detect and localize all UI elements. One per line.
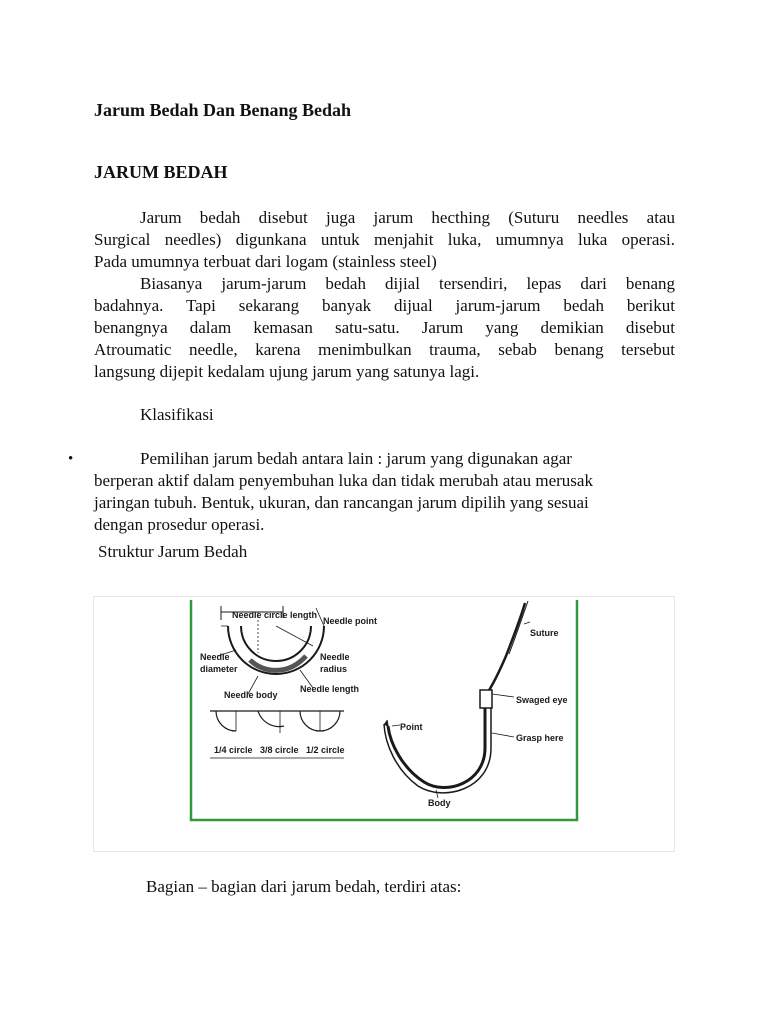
label-half-circle: 1/2 circle (306, 745, 345, 755)
label-needle-point: Needle point (323, 616, 378, 626)
document-title: Jarum Bedah Dan Benang Bedah (94, 100, 352, 120)
paragraph-2-line: badahnya. Tapi sekarang banyak dijual jarum-jarum bedah berikut (94, 296, 675, 315)
bullet-line: dengan prosedur operasi. (94, 515, 265, 534)
paragraph-2-line: Biasanya jarum-jarum bedah dijial tersendiri, lepas dari benang (140, 274, 675, 293)
paragraph-2-line: langsung dijepit kedalam ujung jarum yang satunya lagi. (94, 362, 480, 381)
label-needle-circle-length: Needle circle length (232, 610, 318, 620)
paragraph-1-line: Pada umumnya terbuat dari logam (stainless steel) (94, 252, 437, 271)
label-point: Point (400, 722, 423, 732)
paragraph-1-line: Surgical needles) digunkana untuk menjahit luka, umumnya luka operasi. (94, 230, 675, 249)
label-needle-body: Needle body (224, 690, 278, 700)
label-needle-radius-line2: radius (320, 664, 348, 674)
figure-green-border (191, 600, 577, 820)
paragraph-2 (94, 273, 675, 383)
bullet-marker: • (68, 451, 74, 467)
klasifikasi-label: Klasifikasi (140, 405, 214, 424)
needle-structure-diagram (188, 598, 580, 823)
figure-caption: Struktur Jarum Bedah (98, 542, 248, 561)
swaged-needle-illustration (384, 601, 530, 798)
bullet-line: berperan aktif dalam penyembuhan luka dan tidak merubah atau merusak (94, 471, 593, 490)
paragraph-1-line: Jarum bedah disebut juga jarum hecthing (Suturu needles atau (140, 208, 675, 227)
label-swaged-eye: Swaged eye (516, 695, 568, 705)
paragraph-1 (94, 207, 675, 273)
label-body: Body (428, 798, 451, 808)
label-grasp-here: Grasp here (516, 733, 564, 743)
paragraph-2-line: Atroumatic needle, karena menimbulkan trauma, sebab benang tersebut (94, 340, 675, 359)
bullet-line: Pemilihan jarum bedah antara lain : jarum yang digunakan agar (140, 449, 572, 468)
bullet-line: jaringan tubuh. Bentuk, ukuran, dan rancangan jarum dipilih yang sesuai (94, 493, 589, 512)
label-quarter-circle: 1/4 circle (214, 745, 253, 755)
label-three-eighth-circle: 3/8 circle (260, 745, 299, 755)
label-suture: Suture (530, 628, 559, 638)
section-heading: JARUM BEDAH (94, 162, 228, 182)
label-needle-length: Needle length (300, 684, 360, 694)
label-needle-diameter-line1: Needle (200, 652, 230, 662)
bullet-paragraph (94, 448, 694, 536)
parts-intro: Bagian – bagian dari jarum bedah, terdiri atas: (146, 877, 462, 896)
label-needle-diameter-line2: diameter (200, 664, 238, 674)
label-needle-radius-line1: Needle (320, 652, 350, 662)
paragraph-2-line: benangnya dalam kemasan satu-satu. Jarum yang demikian disebut (94, 318, 675, 337)
